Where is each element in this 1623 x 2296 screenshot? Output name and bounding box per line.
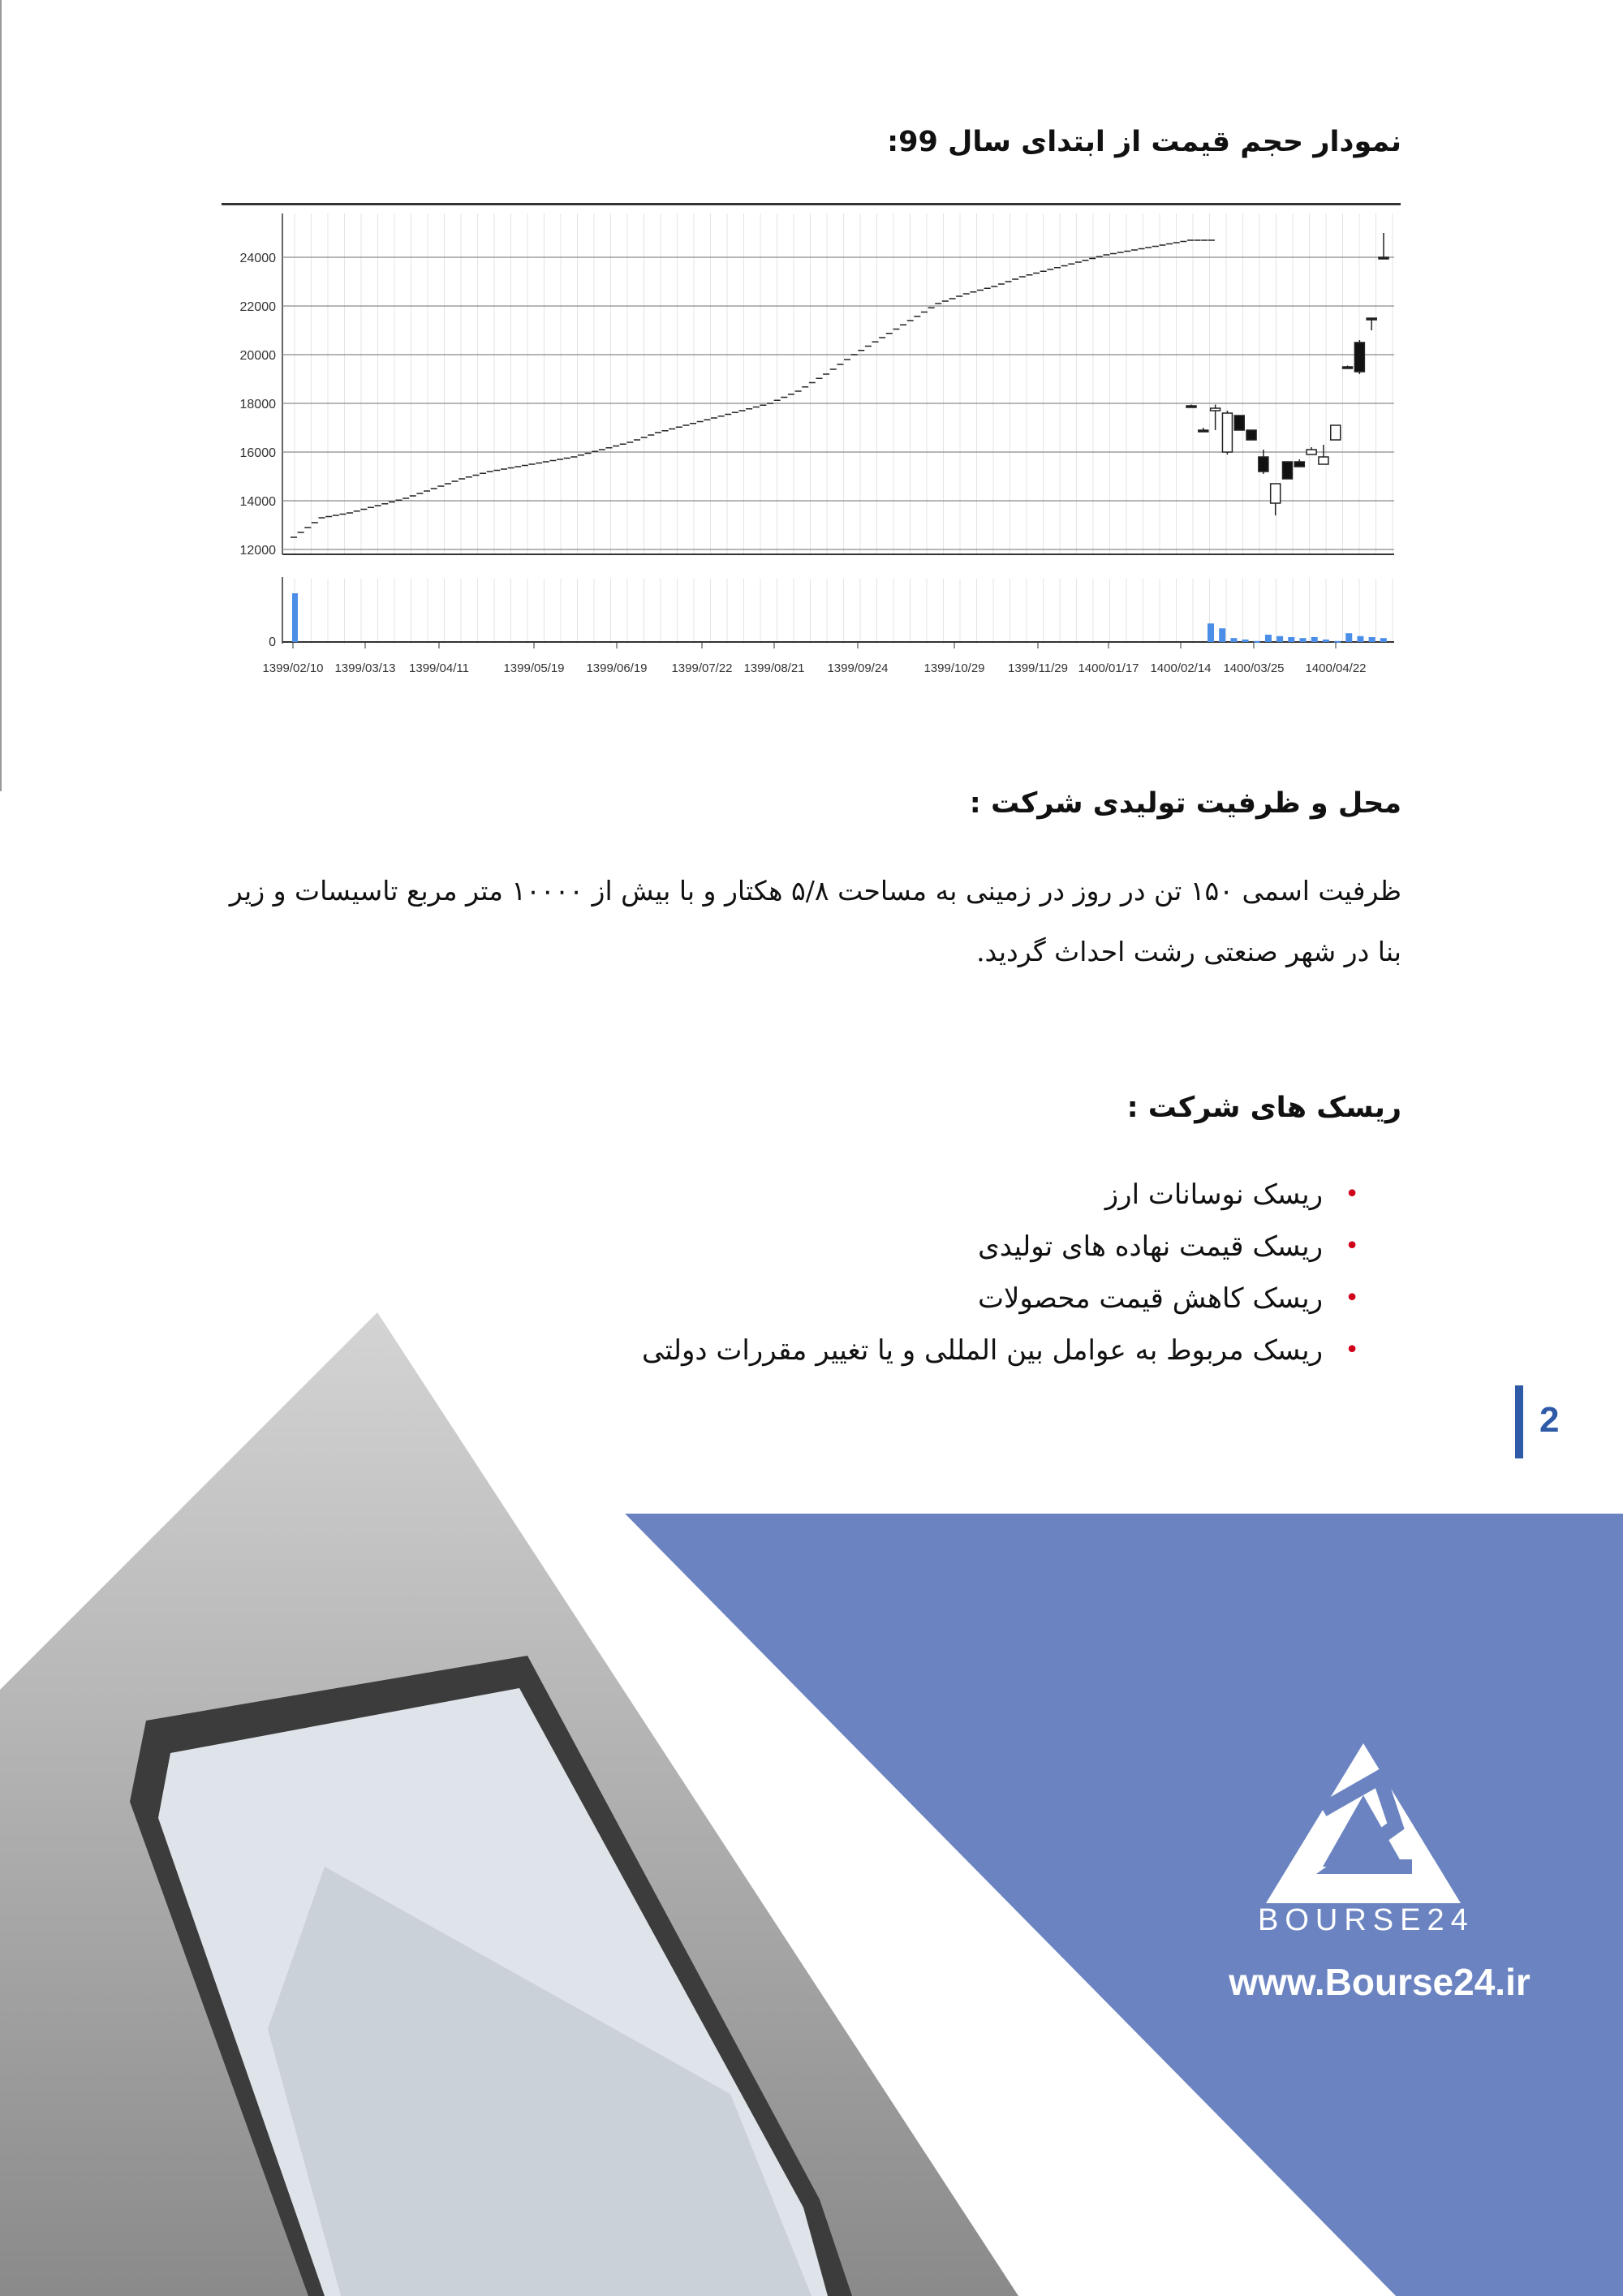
y-tick-label: 24000 — [239, 252, 276, 265]
candle-body — [1354, 342, 1364, 372]
volume-bar — [1357, 636, 1363, 642]
y-tick-label: 18000 — [239, 398, 276, 411]
x-tick-label: 1400/03/25 — [1223, 661, 1285, 675]
volume-bar — [292, 593, 298, 642]
x-tick-label: 1399/06/19 — [586, 661, 648, 675]
volume-bar — [1300, 638, 1307, 642]
candle-body — [1283, 462, 1293, 479]
x-tick-label: 1399/05/19 — [503, 661, 565, 675]
volume-bar — [1242, 640, 1249, 642]
y-tick-label: 12000 — [239, 544, 276, 558]
volume-bar — [1323, 640, 1329, 642]
volume-bar — [1254, 641, 1260, 643]
candle-body — [1222, 413, 1232, 452]
candle-body — [1343, 367, 1353, 368]
risk-item-text: ریسک مربوط به عوامل بین المللی و یا تغییر مقررات دولتی — [642, 1334, 1323, 1367]
y-tick-label: 22000 — [239, 300, 276, 314]
volume-bar — [1345, 633, 1352, 642]
candle-body — [1307, 450, 1316, 454]
candle-body — [1211, 408, 1220, 411]
x-tick-label: 1399/08/21 — [743, 661, 805, 675]
website-link[interactable]: www.Bourse24.ir — [1229, 1961, 1530, 2003]
candle-body — [1294, 462, 1304, 467]
candle-body — [1379, 257, 1388, 259]
volume-bar — [1369, 637, 1375, 642]
candle-body — [1234, 416, 1244, 430]
x-tick-label: 1399/03/13 — [334, 661, 396, 675]
brand-name: BOURSE24 — [1258, 1903, 1474, 1937]
x-tick-label: 1399/11/29 — [1008, 661, 1068, 675]
volume-bar — [1219, 628, 1225, 642]
risk-item-text: ریسک قیمت نهاده های تولیدی — [978, 1230, 1323, 1263]
footer-graphic — [0, 1299, 1623, 2296]
risk-item — [642, 1169, 1359, 1221]
location-capacity-heading: محل و ظرفیت تولیدی شرکت : — [969, 787, 1401, 820]
x-tick-label: 1399/07/22 — [671, 661, 733, 675]
y-tick-label: 20000 — [239, 349, 276, 363]
bullet-icon: • — [1345, 1180, 1359, 1208]
page-number: 2 — [1539, 1400, 1560, 1440]
price-volume-chart — [222, 203, 1401, 692]
volume-bar — [1276, 636, 1283, 642]
x-tick-label: 1399/10/29 — [923, 661, 985, 675]
x-tick-label: 1400/04/22 — [1305, 661, 1367, 675]
volume-bar — [1265, 635, 1272, 642]
candle-body — [1186, 406, 1196, 407]
candle-body — [1271, 484, 1281, 503]
location-capacity-paragraph: ظرفیت اسمی ۱۵۰ تن در روز در زمینی به مساحت ۵/۸ هکتار و با بیش از ۱۰۰۰۰ متر مربع تاسیسات و زیر بنا در شهر صنعتی رشت احداث گردید. — [229, 875, 1401, 967]
x-tick-label: 1400/01/17 — [1078, 661, 1139, 675]
y-tick-label: 16000 — [239, 446, 276, 460]
x-tick-label: 1399/02/10 — [262, 661, 324, 675]
chart-title: نمودار حجم قیمت از ابتدای سال 99: — [887, 126, 1401, 158]
candle-body — [1199, 430, 1208, 432]
volume-bar — [1334, 641, 1341, 643]
bullet-icon: • — [1345, 1336, 1359, 1364]
volume-tick-label: 0 — [269, 635, 276, 649]
candle-body — [1246, 430, 1256, 440]
company-risks-heading: ریسک های شرکت : — [1126, 1092, 1401, 1124]
left-margin-rule — [0, 0, 2, 791]
candle-body — [1319, 457, 1328, 464]
volume-bar — [1208, 623, 1214, 642]
risk-item — [642, 1221, 1359, 1273]
risk-item-text: ریسک کاهش قیمت محصولات — [977, 1282, 1323, 1315]
x-tick-label: 1400/02/14 — [1150, 661, 1212, 675]
risk-item-text: ریسک نوسانات ارز — [1104, 1178, 1323, 1211]
candle-body — [1367, 318, 1376, 320]
volume-bar — [1311, 637, 1318, 642]
candle-body — [1259, 457, 1268, 472]
volume-bar — [1380, 638, 1387, 642]
bullet-icon: • — [1345, 1284, 1359, 1312]
chart-svg — [222, 205, 1401, 692]
x-tick-label: 1399/04/11 — [409, 661, 469, 675]
candle-body — [1331, 425, 1341, 440]
volume-bar — [1288, 637, 1294, 642]
volume-bar — [1230, 638, 1237, 642]
bullet-icon: • — [1345, 1232, 1359, 1260]
x-tick-label: 1399/09/24 — [827, 661, 889, 675]
y-tick-label: 14000 — [239, 495, 276, 509]
